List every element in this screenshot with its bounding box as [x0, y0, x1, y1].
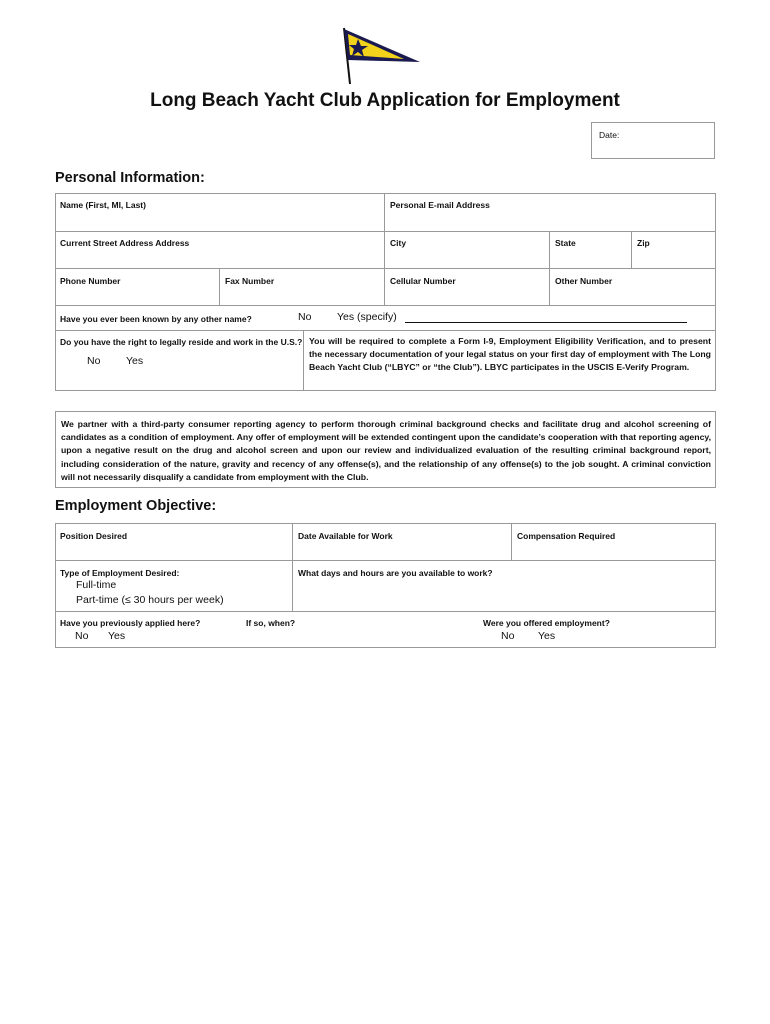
other-name-yes-option[interactable]: Yes (specify) — [337, 311, 397, 323]
yacht-club-burgee-logo — [336, 24, 426, 86]
other-name-specify-line[interactable] — [405, 322, 687, 323]
days-hours-field[interactable]: What days and hours are you available to work? — [298, 568, 493, 578]
offered-employment-question: Were you offered employment? — [483, 618, 610, 628]
position-desired-field[interactable]: Position Desired — [60, 531, 128, 541]
date-available-field[interactable]: Date Available for Work — [298, 531, 393, 541]
part-time-option[interactable]: Part-time (≤ 30 hours per week) — [76, 594, 224, 606]
if-so-when-field[interactable]: If so, when? — [246, 618, 296, 628]
zip-field[interactable]: Zip — [637, 238, 650, 248]
previously-applied-no-option[interactable]: No — [75, 630, 89, 642]
full-time-option[interactable]: Full-time — [76, 579, 117, 591]
offered-employment-yes-option[interactable]: Yes — [538, 630, 556, 642]
date-field[interactable] — [591, 122, 715, 159]
employment-objective-table — [55, 523, 716, 648]
legal-work-yes-option[interactable]: Yes — [126, 355, 144, 367]
personal-information-heading: Personal Information: — [55, 170, 205, 186]
street-address-field[interactable]: Current Street Address Address — [60, 238, 190, 248]
name-field[interactable]: Name (First, MI, Last) — [60, 200, 146, 210]
city-field[interactable]: City — [390, 238, 407, 248]
state-field[interactable]: State — [555, 238, 576, 248]
previously-applied-yes-option[interactable]: Yes — [108, 630, 126, 642]
date-label: Date: — [599, 130, 620, 140]
other-name-no-option[interactable]: No — [298, 311, 312, 323]
cellular-field[interactable]: Cellular Number — [390, 276, 456, 286]
offered-employment-no-option[interactable]: No — [501, 630, 515, 642]
email-field[interactable]: Personal E-mail Address — [390, 200, 490, 210]
legal-work-question: Do you have the right to legally reside and work in the U.S.? — [60, 337, 303, 347]
other-number-field[interactable]: Other Number — [555, 276, 613, 286]
legal-work-no-option[interactable]: No — [87, 355, 101, 367]
fax-field[interactable]: Fax Number — [225, 276, 275, 286]
compensation-field[interactable]: Compensation Required — [517, 531, 616, 541]
employment-objective-heading: Employment Objective: — [55, 498, 217, 514]
phone-field[interactable]: Phone Number — [60, 276, 121, 286]
previously-applied-question: Have you previously applied here? — [60, 618, 201, 628]
background-check-notice: We partner with a third-party consumer reporting agency to perform thorough criminal background checks and facilitate drug and alcohol screening of candidates as a condition of employment. Any offer of employment will be extended contingent upon the candidate’s cooperation with that reporting agency, upon a negative result on the drug and alcohol screen and upon our review and individualized evaluation of the resulting criminal background report, including consideration of the nature, gravity and recency of any offense(s), and the relationship of any offense(s) to the job sought. A criminal conviction will not necessarily disqualify a candidate from employment with the Club. — [61, 419, 711, 482]
i9-notice: You will be required to complete a Form I-9, Employment Eligibility Verification, and to present the necessary documentation of your legal status on your first day of employment with The Long Beach Yacht Club (“LBYC” or “the Club”). LBYC participates in the USCIS E-Verify Program. — [309, 336, 711, 373]
page-title: Long Beach Yacht Club Application for Employment — [150, 90, 620, 111]
employment-type-question: Type of Employment Desired: — [60, 568, 180, 578]
other-name-question: Have you ever been known by any other name? — [60, 314, 252, 324]
